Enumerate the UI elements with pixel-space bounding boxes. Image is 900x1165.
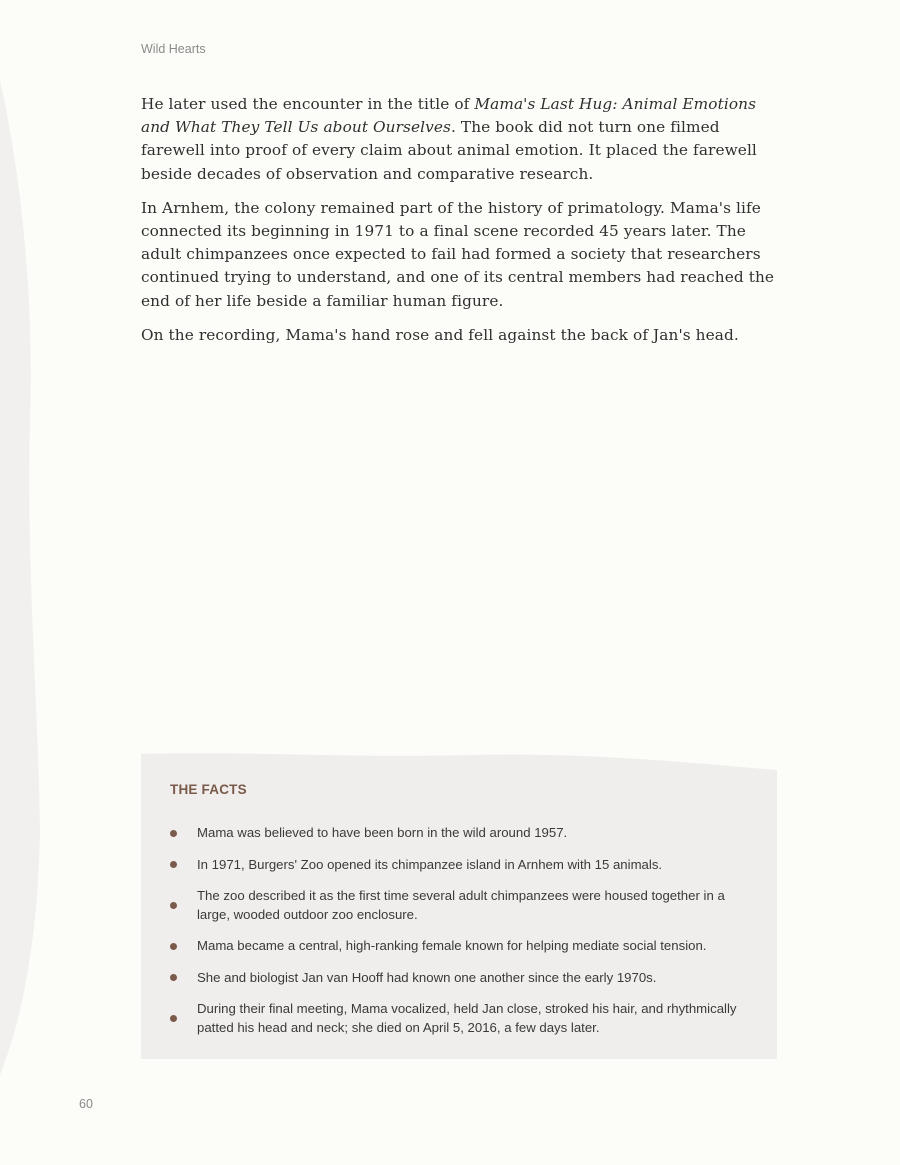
fact-text: She and biologist Jan van Hooff had known one another since the early 1970s. (197, 969, 657, 985)
bullet-icon (170, 974, 177, 981)
list-item (170, 824, 750, 843)
list-item (170, 887, 750, 924)
bullet-icon (170, 902, 177, 909)
fact-text: Mama became a central, high-ranking female known for helping mediate social tension. (197, 938, 707, 953)
list-item (170, 856, 750, 875)
fact-text: Mama was believed to have been born in the wild around 1957. (197, 825, 568, 840)
facts-list (170, 824, 750, 1050)
paragraph-1 (141, 93, 786, 186)
bullet-icon (170, 1015, 177, 1022)
paragraph-1-lead: He later used the encounter in the title of (141, 95, 475, 113)
list-item (170, 969, 750, 988)
bullet-icon (170, 830, 177, 837)
fact-text: The zoo described it as the first time several adult chimpanzees were housed together in a large, wooded outdoor zoo enclosure. (197, 888, 725, 922)
bullet-icon (170, 861, 177, 868)
list-item (170, 937, 750, 956)
body-text (141, 93, 786, 358)
book-title: Mama's Last Hug: Animal Emotions and What They Tell Us about Ourselves (141, 95, 757, 137)
facts-title: THE FACTS (170, 782, 247, 797)
paragraph-1-rest: . The book did not turn one filmed farewell into proof of every claim about animal emotion. It placed the farewell beside decades of observation and comparative research. (141, 118, 757, 183)
facts-box (141, 752, 777, 1059)
fact-text: In 1971, Burgers' Zoo opened its chimpanzee island in Arnhem with 15 animals. (197, 856, 663, 872)
page-edge-decoration (0, 0, 60, 1165)
page-number: 60 (79, 1097, 93, 1111)
paragraph-2: In Arnhem, the colony remained part of the history of primatology. Mama's life connected its beginning in 1971 to a final scene recorded 45 years later. The adult chimpanzees once expected to fail had formed a society that researchers continued trying to understand, and one of its central members had reached the end of her life beside a familiar human figure. (141, 198, 775, 310)
paragraph-3: On the recording, Mama's hand rose and fell against the back of Jan's head. (141, 325, 739, 344)
bullet-icon (170, 943, 177, 950)
fact-text: During their final meeting, Mama vocalized, held Jan close, stroked his hair, and rhythmically patted his head and neck; she died on April 5, 2016, a few days later. (197, 1001, 737, 1035)
list-item (170, 1000, 750, 1037)
running-header: Wild Hearts (141, 42, 206, 56)
